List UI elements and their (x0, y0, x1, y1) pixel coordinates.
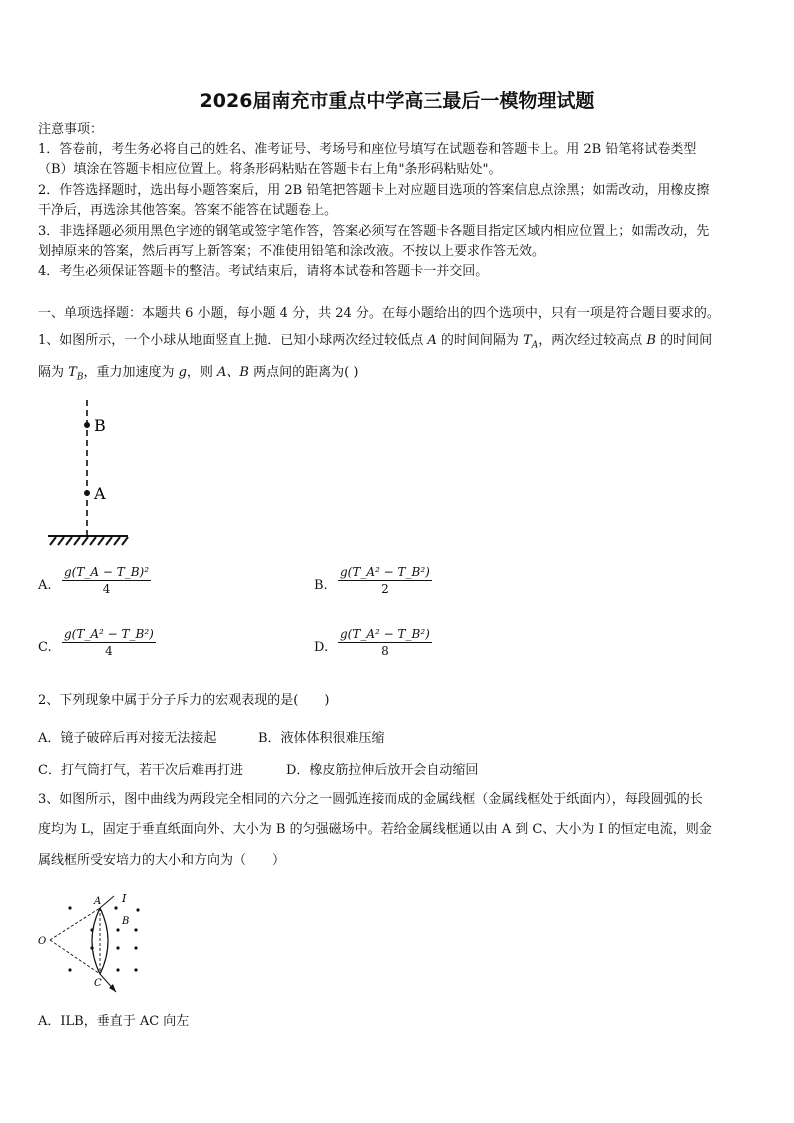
q1-stem-line2: 隔为 $T_B$，重力加速度为 g，则 A、B 两点间的距离为( ) (38, 365, 359, 383)
notice-line: 1．答卷前，考生务必将自己的姓名、准考证号、考场号和座位号填写在试题卷和答题卡上。用 2B 铅笔将试卷类型 (38, 142, 697, 157)
q3-option-a: A．ILB，垂直于 AC 向左 (38, 1014, 190, 1029)
point-a (84, 490, 90, 496)
notice-line: 2．作答选择题时，选出每小题答案后，用 2B 铅笔把答题卡上对应题目选项的答案信息点涂黑；如需改动，用橡皮擦 (38, 183, 710, 198)
label-c: C (94, 978, 102, 989)
arc-left (92, 908, 100, 974)
q1-option-a-fraction: g(T_A − T_B)² 4 (64, 565, 150, 596)
page-title: 2026届南充市重点中学高三最后一模物理试题 (199, 90, 595, 112)
q2-stem: 2、下列现象中属于分子斥力的宏观表现的是( ) (38, 693, 330, 708)
label-a: A (94, 896, 102, 907)
q3-stem-line2: 度均为 L，固定于垂直纸面向外、大小为 B 的匀强磁场中。若给金属线框通以由 A 到 C、大小为 I 的恒定电流，则金 (38, 822, 712, 837)
point-b (84, 422, 90, 428)
notice-line: 3．非选择题必须用黑色字迹的钢笔或签字笔作答，答案必须写在答题卡各题目指定区域内相应位置上；如需改动，先 (38, 224, 710, 239)
ground-hatch (50, 537, 128, 545)
label-a: A (94, 484, 106, 503)
label-o: O (38, 936, 47, 947)
lead-in (100, 896, 114, 908)
q1-option-a-label: A. (38, 578, 52, 593)
q1-stem-line1: 1、如图所示，一个小球从地面竖直上抛．已知小球两次经过较低点 A 的时间间隔为 $T_A$，两次经过较高点 B 的时间间 (38, 333, 713, 351)
label-i: I (122, 892, 127, 905)
section-heading: 一、单项选择题：本题共 6 小题，每小题 4 分，共 24 分。在每小题给出的四个选项中，只有一项是符合题目要求的。 (38, 306, 720, 321)
notice-line: 划掉原来的答案，然后再写上新答案；不准使用铅笔和涂改液。不按以上要求作答无效。 (38, 244, 546, 259)
q1-option-d-label: D. (314, 640, 329, 655)
q3-stem-line3: 属线框所受安培力的大小和方向为（ ） (38, 853, 286, 868)
notice-heading: 注意事项： (38, 122, 104, 137)
q2-option-c: C．打气筒打气，若干次后难再打进 (38, 763, 243, 778)
q1-option-c-fraction: g(T_A² − T_B²) 4 (64, 627, 154, 658)
notice-line: 4．考生必须保证答题卡的整洁。考试结束后，请将本试卷和答题卡一并交回。 (38, 264, 489, 279)
label-b: B (122, 916, 130, 927)
q1-option-b-label: B. (314, 578, 328, 593)
q3-stem-line1: 3、如图所示，图中曲线为两段完全相同的六分之一圆弧连接而成的金属线框（金属线框处于纸面内），每段圆弧的长 (38, 792, 703, 807)
q2-option-a: A．镜子破碎后再对接无法接起 (38, 731, 217, 746)
q1-option-d-fraction: g(T_A² − T_B²) 8 (340, 627, 430, 658)
q2-option-d: D．橡皮筋拉伸后放开会自动缩回 (286, 763, 479, 778)
notice-line: （B）填涂在答题卡相应位置上。将条形码粘贴在答题卡右上角"条形码粘贴处"。 (38, 162, 502, 177)
q2-option-b: B．液体体积很难压缩 (258, 731, 385, 746)
arc-right (100, 908, 108, 974)
q3-figure (36, 888, 156, 998)
q1-option-b-fraction: g(T_A² − T_B²) 2 (340, 565, 430, 596)
label-b: B (94, 416, 106, 435)
notice-line: 干净后，再选涂其他答案。答案不能答在试题卷上。 (38, 203, 338, 218)
q1-option-c-label: C. (38, 640, 52, 655)
q1-figure (40, 395, 150, 555)
